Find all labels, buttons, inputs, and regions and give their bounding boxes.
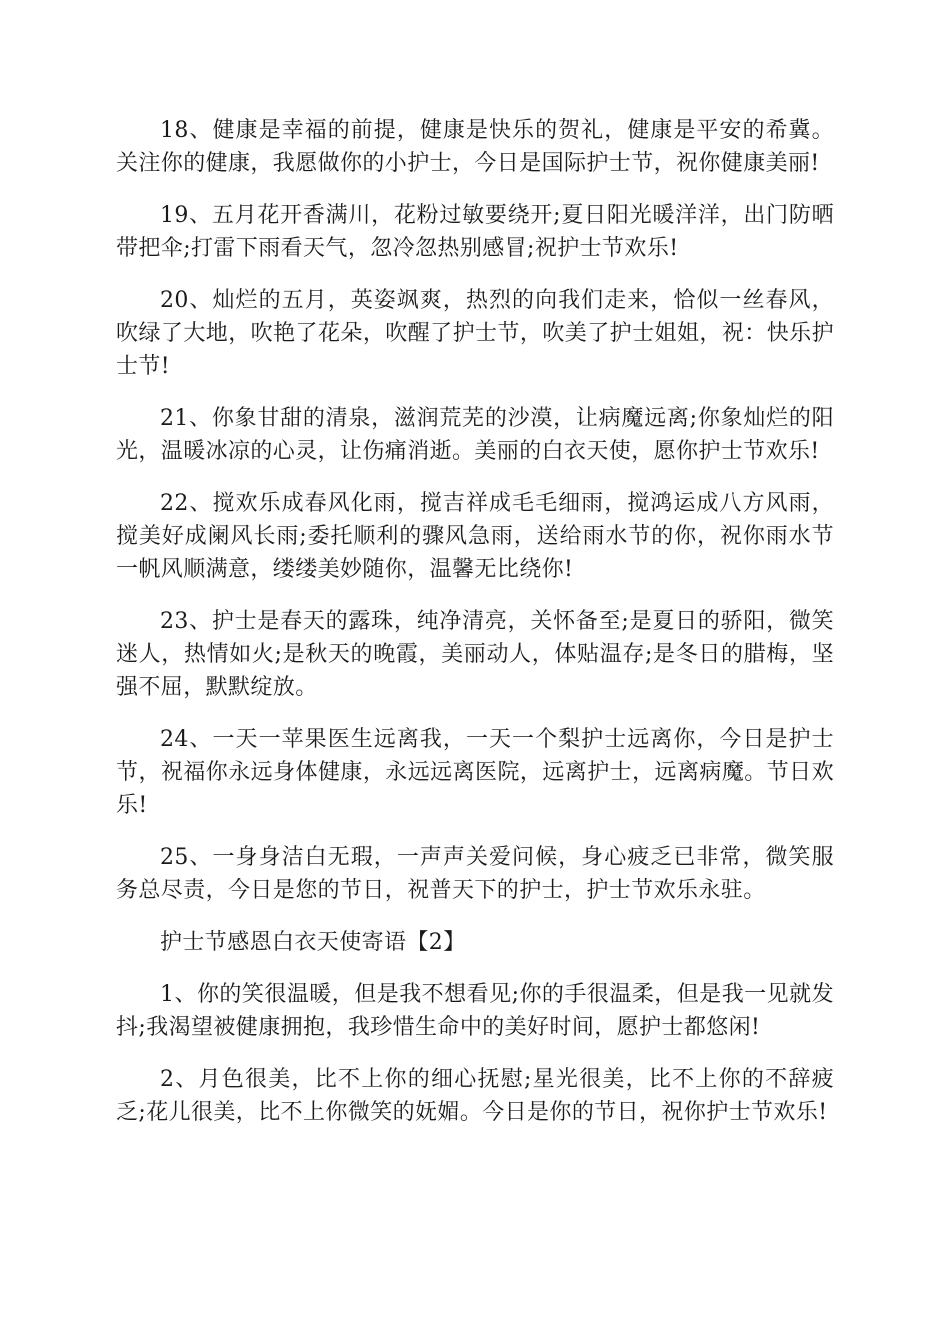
paragraph-19: 19、五月花开香满川，花粉过敏要绕开;夏日阳光暖洋洋，出门防晒带把伞;打雷下雨看天气，忽冷忽热别感冒;祝护士节欢乐! xyxy=(116,203,834,261)
paragraph-20: 20、灿烂的五月，英姿飒爽，热烈的向我们走来，恰似一丝春风，吹绿了大地，吹艳了花朵，吹醒了护士节，吹美了护士姐姐，祝：快乐护士节! xyxy=(116,288,834,379)
document-body xyxy=(116,114,834,1148)
paragraph-23: 23、护士是春天的露珠，纯净清亮，关怀备至;是夏日的骄阳，微笑迷人，热情如火;是秋天的晚霞，美丽动人，体贴温存;是冬日的腊梅，坚强不屈，默默绽放。 xyxy=(116,609,834,700)
paragraph-1: 1、你的笑很温暖，但是我不想看见;你的手很温柔，但是我一见就发抖;我渴望被健康拥抱，我珍惜生命中的美好时间，愿护士都悠闲! xyxy=(116,982,834,1040)
paragraph-21: 21、你象甘甜的清泉，滋润荒芜的沙漠，让病魔远离;你象灿烂的阳光，温暖冰凉的心灵，让伤痛消逝。美丽的白衣天使，愿你护士节欢乐! xyxy=(116,406,834,464)
section-heading: 护士节感恩白衣天使寄语【2】 xyxy=(160,930,466,955)
paragraph-2: 2、月色很美，比不上你的细心抚慰;星光很美，比不上你的不辞疲乏;花儿很美，比不上你微笑的妩媚。今日是你的节日，祝你护士节欢乐! xyxy=(116,1067,834,1125)
paragraph-24: 24、一天一苹果医生远离我，一天一个梨护士远离你，今日是护士节，祝福你永远身体健康，永远远离医院，远离护士，远离病魔。节日欢乐! xyxy=(116,727,834,818)
paragraph-18: 18、健康是幸福的前提，健康是快乐的贺礼，健康是平安的希冀。关注你的健康，我愿做你的小护士，今日是国际护士节，祝你健康美丽! xyxy=(116,118,834,176)
paragraph-22: 22、搅欢乐成春风化雨，搅吉祥成毛毛细雨，搅鸿运成八方风雨，搅美好成阑风长雨;委托顺利的骤风急雨，送给雨水节的你，祝你雨水节一帆风顺满意，缕缕美妙随你，温馨无比绕你! xyxy=(116,491,834,582)
paragraph-25: 25、一身身洁白无瑕，一声声关爱问候，身心疲乏已非常，微笑服务总尽责，今日是您的节日，祝普天下的护士，护士节欢乐永驻。 xyxy=(116,845,834,903)
